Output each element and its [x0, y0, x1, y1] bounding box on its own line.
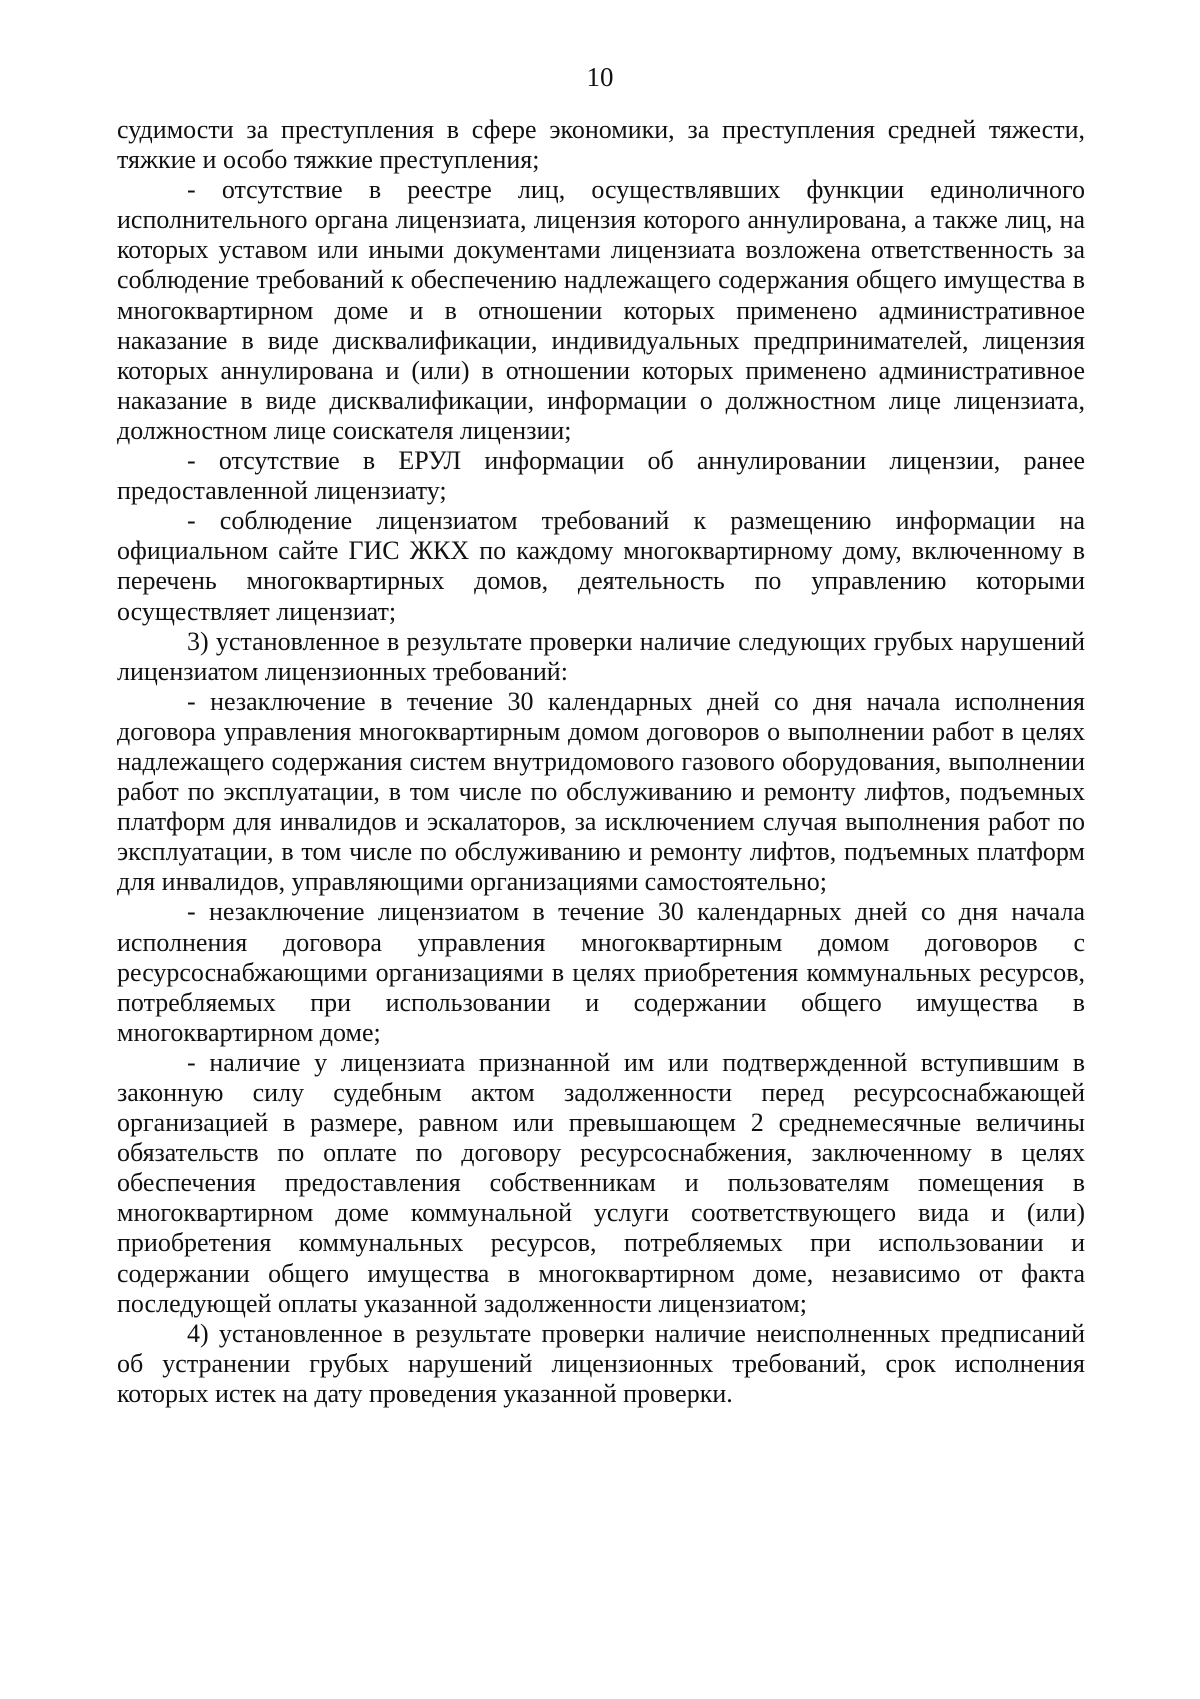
- paragraph-gis-zhkh-compliance: - соблюдение лицензиатом требований к размещению информации на официальном сайте ГИС ЖКХ по каждому многоквартирному дому, включенному в перечень многоквартирных домов, деятельность по управлению которыми осуществляет лицензиат;: [117, 506, 1085, 626]
- page-number: 10: [586, 62, 614, 92]
- paragraph-continuation: судимости за преступления в сфере экономики, за преступления средней тяжести, тяжкие и особо тяжкие преступления;: [117, 115, 1085, 175]
- paragraph-resource-contracts: - незаключение лицензиатом в течение 30 календарных дней со дня начала исполнения договора управления многоквартирным домом договоров с ресурсоснабжающими организациями в целях приобретения коммунальных ресурсов, потребляемых при использовании и содержании общего имущества в многоквартирном доме;: [117, 897, 1085, 1047]
- paragraph-gas-elevator-contracts: - незаключение в течение 30 календарных дней со дня начала исполнения договора управления многоквартирным домом договоров о выполнении работ в целях надлежащего содержания систем внутридомового газового оборудования, выполнении работ по эксплуатации, в том числе по обслуживанию и ремонту лифтов, подъемных платформ для инвалидов и эскалаторов, за исключением случая выполнения работ по эксплуатации, в том числе по обслуживанию и ремонту лифтов, подъемных платформ для инвалидов, управляющими организациями самостоятельно;: [117, 686, 1085, 897]
- document-body: [117, 115, 1085, 1409]
- paragraph-debt-to-supplier: - наличие у лицензиата признанной им или подтвержденной вступившим в законную силу судебным актом задолженности перед ресурсоснабжающей организацией в размере, равном или превышающем 2 среднемесячные величины обязательств по оплате по договору ресурсоснабжения, заключенному в целях обеспечения предоставления собственникам и пользователям помещения в многоквартирном доме коммунальной услуги соответствующего вида и (или) приобретения коммунальных ресурсов, потребляемых при использовании и содержании общего имущества в многоквартирном доме, независимо от факта последующей оплаты указанной задолженности лицензиатом;: [117, 1047, 1085, 1318]
- paragraph-item-4-unfulfilled-orders: 4) установленное в результате проверки наличие неисполненных предписаний об устранении грубых нарушений лицензионных требований, срок исполнения которых истек на дату проведения указанной проверки.: [117, 1318, 1085, 1408]
- paragraph-no-annulment-info: - отсутствие в ЕРУЛ информации об аннулировании лицензии, ранее предоставленной лицензиату;: [117, 446, 1085, 506]
- paragraph-no-disqualified-officials: - отсутствие в реестре лиц, осуществлявших функции единоличного исполнительного органа лицензиата, лицензия которого аннулирована, а также лиц, на которых уставом или иными документами лицензиата возложена ответственность за соблюдение требований к обеспечению надлежащего содержания общего имущества в многоквартирном доме и в отношении которых применено административное наказание в виде дисквалификации, индивидуальных предпринимателей, лицензия которых аннулирована и (или) в отношении которых применено административное наказание в виде дисквалификации, информации о должностном лице лицензиата, должностном лице соискателя лицензии;: [117, 175, 1085, 445]
- paragraph-item-3-gross-violations: 3) установленное в результате проверки наличие следующих грубых нарушений лицензиатом лицензионных требований:: [117, 626, 1085, 686]
